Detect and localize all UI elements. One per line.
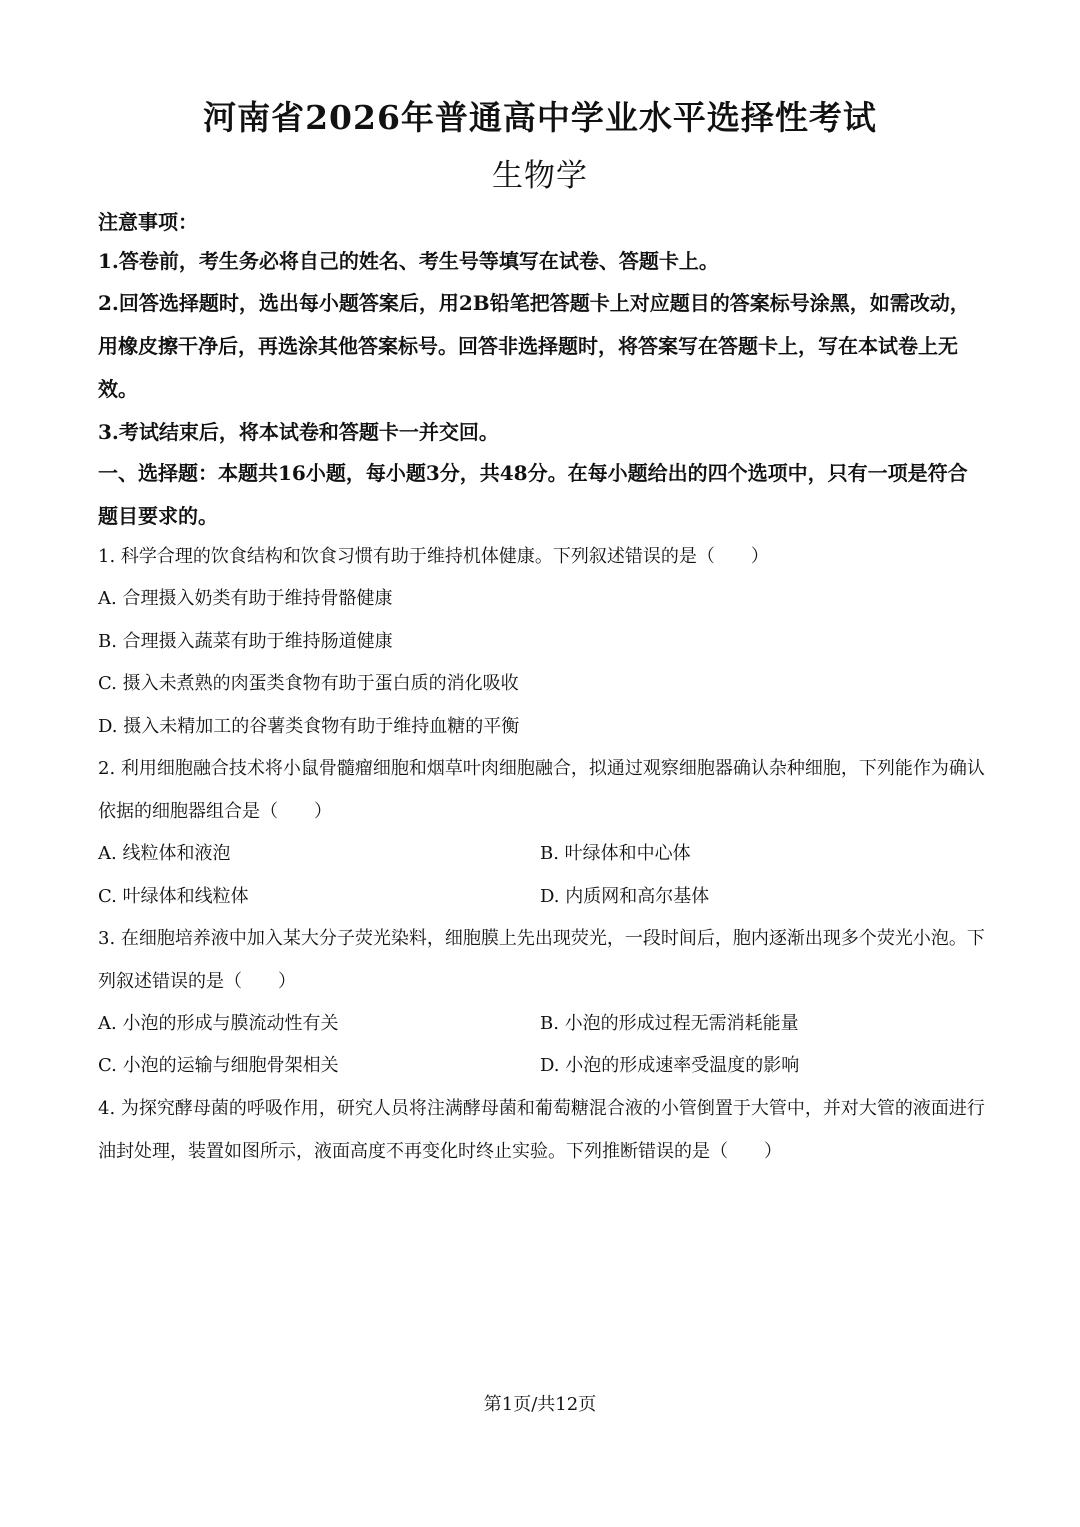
notice-item-1: 1.答卷前，考生务必将自己的姓名、考生号等填写在试卷、答题卡上。 — [98, 249, 719, 273]
page-number: 第1页/共12页 — [483, 1394, 597, 1415]
notice-item-3: 3.考试结束后，将本试卷和答题卡一并交回。 — [98, 420, 499, 444]
exam-title: 河南省2026年普通高中学业水平选择性考试 — [203, 98, 877, 137]
question-4-stem: 4. 为探究酵母菌的呼吸作用，研究人员将注满酵母菌和葡萄糖混合液的小管倒置于大管中，并对大管的液面进行油封处理，装置如图所示，液面高度不再变化时终止实验。下列推断错误的是（ ） — [98, 1098, 985, 1162]
question-2-stem: 2. 利用细胞融合技术将小鼠骨髓瘤细胞和烟草叶肉细胞融合，拟通过观察细胞器确认杂种细胞，下列能作为确认依据的细胞器组合是（ ） — [98, 758, 985, 822]
question-1-option-c: C. 摄入未煮熟的肉蛋类食物有助于蛋白质的消化吸收 — [98, 673, 519, 694]
question-1-option-d: D. 摄入未精加工的谷薯类食物有助于维持血糖的平衡 — [98, 716, 520, 737]
question-3-option-d: D. 小泡的形成速率受温度的影响 — [540, 1055, 800, 1076]
section-heading: 一、选择题：本题共16小题，每小题3分，共48分。在每小题给出的四个选项中，只有一项是符合题目要求的。 — [98, 461, 968, 528]
question-3-stem: 3. 在细胞培养液中加入某大分子荧光染料，细胞膜上先出现荧光，一段时间后，胞内逐渐出现多个荧光小泡。下列叙述错误的是（ ） — [98, 928, 985, 992]
notice-heading: 注意事项： — [98, 210, 198, 234]
question-3-option-b: B. 小泡的形成过程无需消耗能量 — [540, 1013, 799, 1034]
question-2-option-a: A. 线粒体和液泡 — [98, 843, 231, 864]
question-2-option-b: B. 叶绿体和中心体 — [540, 843, 691, 864]
notice-item-2: 2.回答选择题时，选出每小题答案后，用2B铅笔把答题卡上对应题目的答案标号涂黑，如需改动，用橡皮擦干净后，再选涂其他答案标号。回答非选择题时，将答案写在答题卡上，写在本试卷上无效。 — [98, 291, 970, 401]
question-3-option-c: C. 小泡的运输与细胞骨架相关 — [98, 1055, 339, 1076]
question-3-option-a: A. 小泡的形成与膜流动性有关 — [98, 1013, 339, 1034]
question-1-option-a: A. 合理摄入奶类有助于维持骨骼健康 — [98, 588, 393, 609]
subject-title: 生物学 — [492, 158, 588, 194]
question-1-option-b: B. 合理摄入蔬菜有助于维持肠道健康 — [98, 631, 393, 652]
question-2-option-d: D. 内质网和高尔基体 — [540, 886, 710, 907]
question-1-stem: 1. 科学合理的饮食结构和饮食习惯有助于维持机体健康。下列叙述错误的是（ ） — [98, 546, 769, 567]
question-2-option-c: C. 叶绿体和线粒体 — [98, 886, 249, 907]
